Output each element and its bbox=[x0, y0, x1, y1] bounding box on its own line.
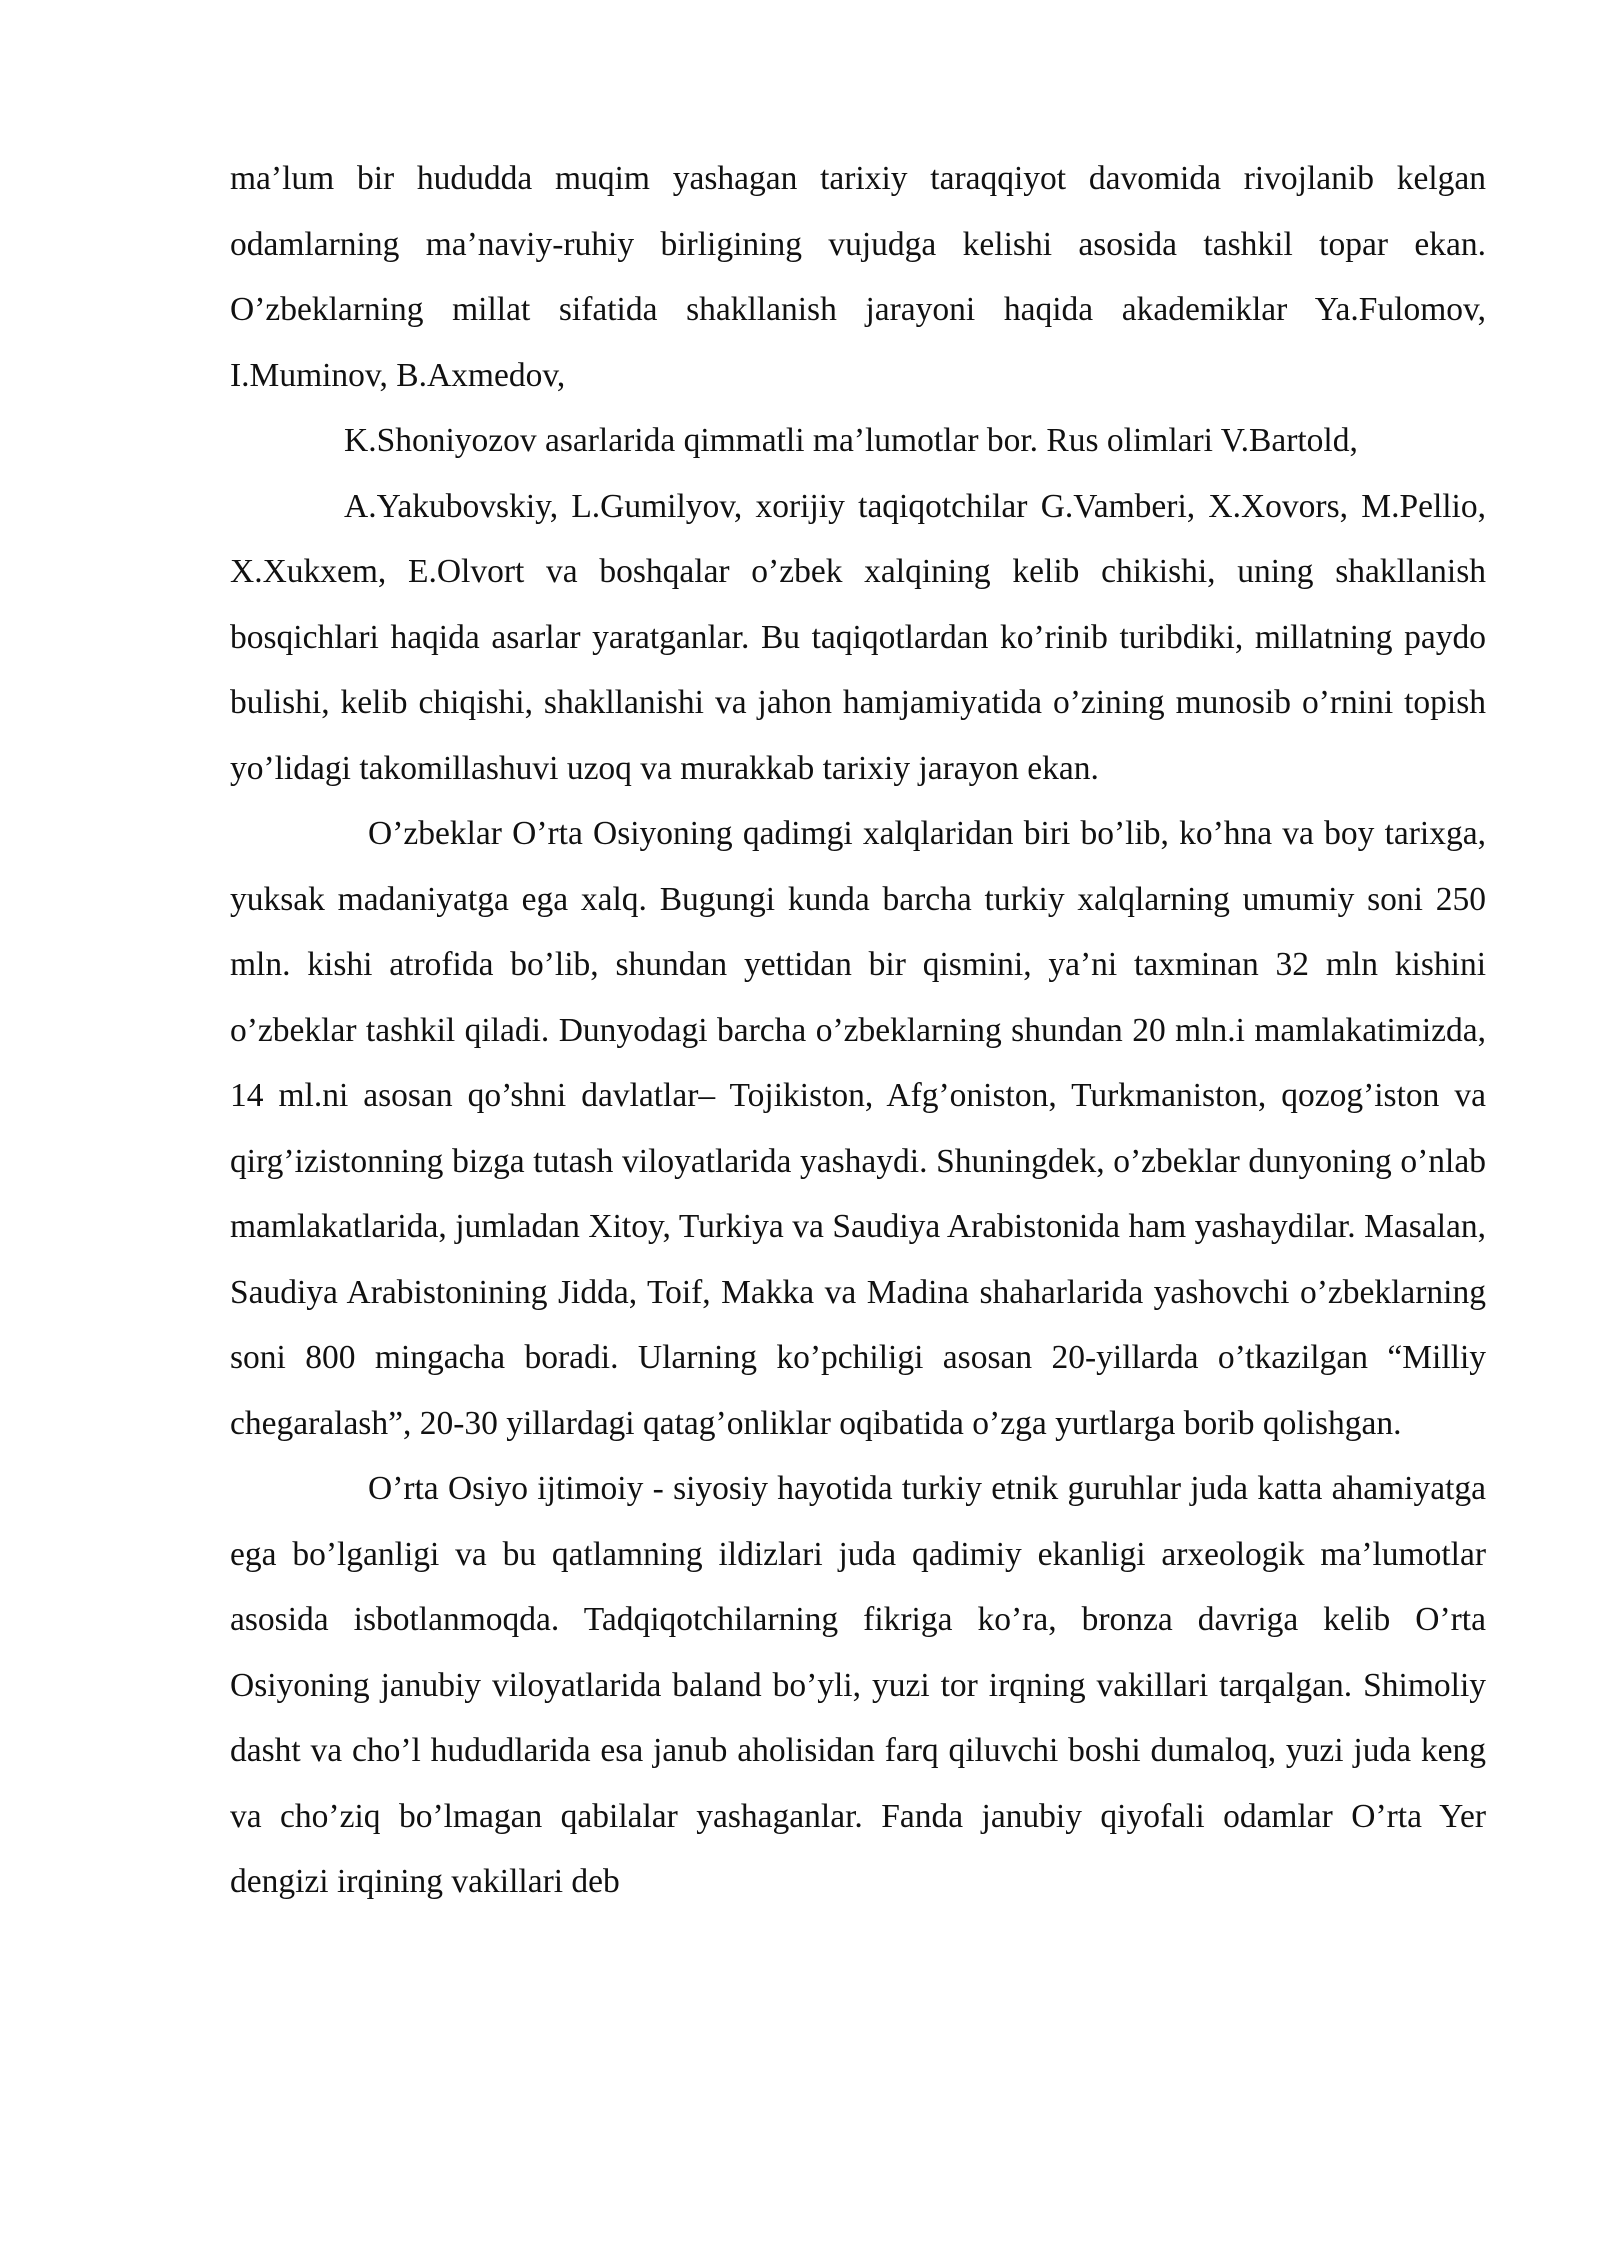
paragraph-1: ma’lum bir hududda muqim yashagan tarixiy taraqqiyot davomida rivojlanib kelgan odamlarning ma’naviy-ruhiy birligining vujudga kelishi asosida tashkil topar ekan. O’zbeklarning millat sifatida shakllanish jarayoni haqida akademiklar Ya.Fulomov, I.Muminov, B.Axmedov, bbox=[230, 160, 1486, 394]
paragraph-3: A.Yakubovskiy, L.Gumilyov, xorijiy taqiqotchilar G.Vamberi, X.Xovors, M.Pellio, X.Xukxem, E.Olvort va boshqalar o’zbek xalqining kelib chikishi, uning shakllanish bosqichlari haqida asarlar yaratganlar. Bu taqiqotlardan ko’rinib turibdiki, millatning paydo bulishi, kelib chiqishi, shakllanishi va jahon hamjamiyatida o’zining munosib o’rnini topish yo’lidagi takomillashuvi uzoq va murakkab tarixiy jarayon ekan. bbox=[230, 487, 1486, 787]
paragraph-5: O’rta Osiyo ijtimoiy - siyosiy hayotida turkiy etnik guruhlar juda katta ahamiyatga ega bo’lganligi va bu qatlamning ildizlari juda qadimiy ekanligi arxeologik ma’lumotlar asosida isbotlanmoqda. Tadqiqotchilarning fikriga ko’ra, bronza davriga kelib O’rta Osiyoning janubiy viloyatlarida baland bo’yli, yuzi tor irqning vakillari tarqalgan. Shimoliy dasht va cho’l hududlarida esa janub aholisidan farq qiluvchi boshi dumaloq, yuzi juda keng va cho’ziq bo’lmagan qabilalar yashaganlar. Fanda janubiy qiyofali odamlar O’rta Yer dengizi irqining vakillari deb bbox=[230, 1470, 1486, 1900]
paragraph-4: O’zbeklar O’rta Osiyoning qadimgi xalqlaridan biri bo’lib, ko’hna va boy tarixga, yuksak madaniyatga ega xalq. Bugungi kunda barcha turkiy xalqlarning umumiy soni 250 mln. kishi atrofida bo’lib, shundan yettidan bir qismini, ya’ni taxminan 32 mln kishini o’zbeklar tashkil qiladi. Dunyodagi barcha o’zbeklarning shundan 20 mln.i mamlakatimizda, 14 ml.ni asosan qo’shni davlatlar– Tojikiston, Afg’oniston, Turkmaniston, qozog’iston va qirg’izistonning bizga tutash viloyatlarida yashaydi. Shuningdek, o’zbeklar dunyoning o’nlab mamlakatlarida, jumladan Xitoy, Turkiya va Saudiya Arabistonida ham yashaydilar. Masalan, Saudiya Arabistonining Jidda, Toif, Makka va Madina shaharlarida yashovchi o’zbeklarning soni 800 mingacha boradi. Ularning ko’pchiligi asosan 20-yillarda o’tkazilgan “Milliy chegaralash”, 20-30 yillardagi qatag’onliklar oqibatida o’zga yurtlarga borib qolishgan. bbox=[230, 815, 1486, 1442]
paragraph-2: K.Shoniyozov asarlarida qimmatli ma’lumotlar bor. Rus olimlari V.Bartold, bbox=[344, 422, 1358, 459]
body-text bbox=[230, 146, 1486, 1915]
